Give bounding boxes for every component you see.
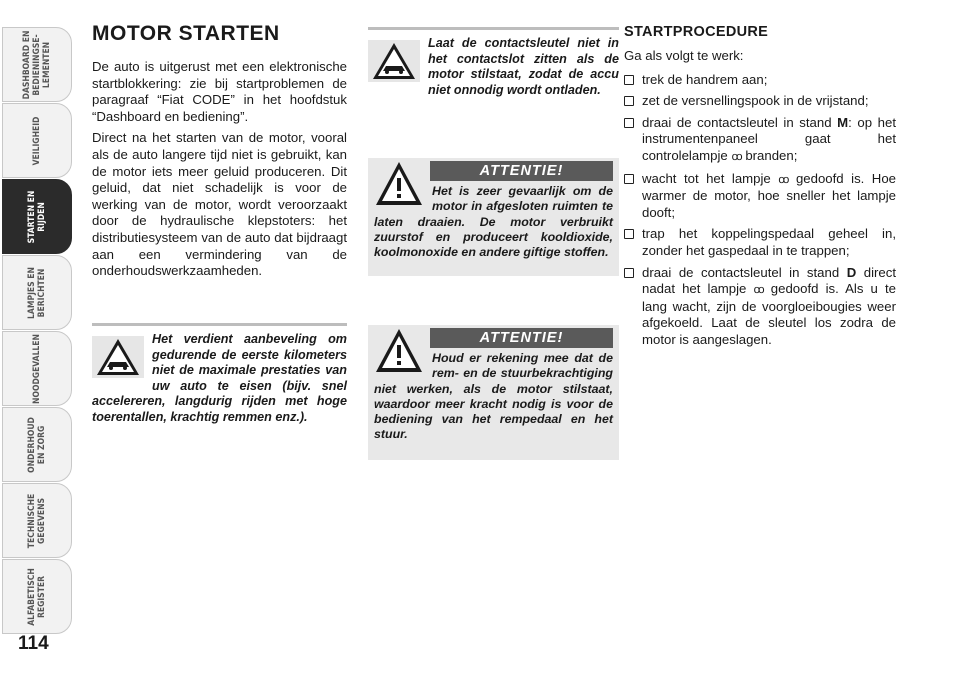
procedure-intro: Ga als volgt te werk:: [624, 48, 744, 63]
step-6: draai de contactsleutel in stand D direct nadat het lampje ꝏ gedoofd is. Als u te lang wacht, zijn de voorgloeibougies weer afgekoeld. Laat de sleutel los zodra de motor is aangeslagen.: [624, 265, 896, 349]
step-4: wacht tot het lampje ꝏ gedoofd is. Hoe warmer de motor, hoe sneller het lampje dooft;: [624, 171, 896, 222]
step-3: draai de contactsleutel in stand M: op het instrumentenpaneel gaat het controlelampje ꝏ branden;: [624, 115, 896, 166]
glow-plug-icon: ꝏ: [731, 150, 742, 163]
warning-heading: ATTENTIE!: [430, 161, 613, 181]
paragraph: De auto is uitgerust met een elektronische startblokkering: zie bij startproblemen de paragraaf “Fiat CODE” in het hoofdstuk “Dashboard en bediening”.: [92, 59, 347, 124]
note-text: Laat de contactsleutel niet in het contactslot zitten als de motor stilstaat, zodat de accu niet onnodig wordt ontladen.: [428, 36, 619, 97]
tab-veiligheid[interactable]: VEILIGHEID: [2, 103, 72, 178]
tab-alfabetisch-register[interactable]: ALFABETISCH REGISTER: [2, 559, 72, 634]
glow-plug-icon: ꝏ: [753, 284, 764, 297]
tab-starten-en-rijden[interactable]: STARTEN EN RIJDEN: [2, 179, 72, 254]
warning-triangle-icon: [374, 160, 424, 208]
section-title: MOTOR STARTEN: [92, 22, 280, 45]
divider: [92, 323, 347, 326]
tab-technische-gegevens[interactable]: TECHNISCHE GEGEVENS: [2, 483, 72, 558]
warning-text: Houd er rekening mee dat de rem- en de stuurbekrachtiging niet werken, als de motor stilstaat, waardoor meer kracht nodig is voor de bediening van het rempedaal en het stuur.: [374, 351, 613, 442]
section-motor-starten: [92, 22, 347, 285]
tab-noodgevallen[interactable]: NOODGEVALLEN: [2, 331, 72, 406]
page-number: 114: [18, 633, 49, 654]
warning-box-1: [368, 158, 619, 276]
paragraph: Direct na het starten van de motor, vooral als de auto langere tijd niet is gebruikt, kan de motor iets meer geluid produceren. Dit geluid, dat niet schadelijk is voor de werking van de motor, wordt veroorzaakt door de hydraulische klepstoters: het distributiesysteem van de auto dat bijdraagt aan een vermindering van de onderhoudswerkzaamheden.: [92, 130, 347, 279]
warning-heading: ATTENTIE!: [430, 328, 613, 348]
step-1: trek de handrem aan;: [624, 72, 896, 89]
procedure-title: STARTPROCEDURE: [624, 24, 769, 40]
step-2: zet de versnellingspook in de vrijstand;: [624, 93, 896, 110]
car-note-icon: [368, 40, 420, 82]
car-note-icon: [92, 336, 144, 378]
glow-plug-icon: ꝏ: [778, 173, 789, 186]
warning-text: Het is zeer gevaarlijk om de motor in afgesloten ruimten te laten draaien. De motor verbruikt zuurstof en produceert kooldioxide, koolmonoxide en andere giftige stoffen.: [374, 184, 613, 260]
warning-triangle-icon: [374, 327, 424, 375]
divider: [368, 27, 619, 30]
tab-onderhoud-en-zorg[interactable]: ONDERHOUD EN ZORG: [2, 407, 72, 482]
tab-lampjes-en-berichten[interactable]: LAMPJES EN BERICHTEN: [2, 255, 72, 330]
note-text: Het verdient aanbeveling om gedurende de eerste kilometers niet de maximale prestaties van uw auto te eisen (bijv. snel accelereren, langdurig rijden met hoge toerentallen, krachtig remmen enz.).: [92, 332, 347, 424]
step-5: trap het koppelingspedaal geheel in, zonder het gaspedaal in te trappen;: [624, 226, 896, 259]
procedure-steps: [624, 72, 896, 349]
tab-dashboard[interactable]: DASHBOARD EN BEDIENINGSE- LEMENTEN: [2, 27, 72, 102]
section-startprocedure: [624, 24, 896, 354]
note-recommendation: [92, 323, 347, 426]
note-contactsleutel: [368, 27, 619, 98]
warning-box-2: [368, 325, 619, 460]
